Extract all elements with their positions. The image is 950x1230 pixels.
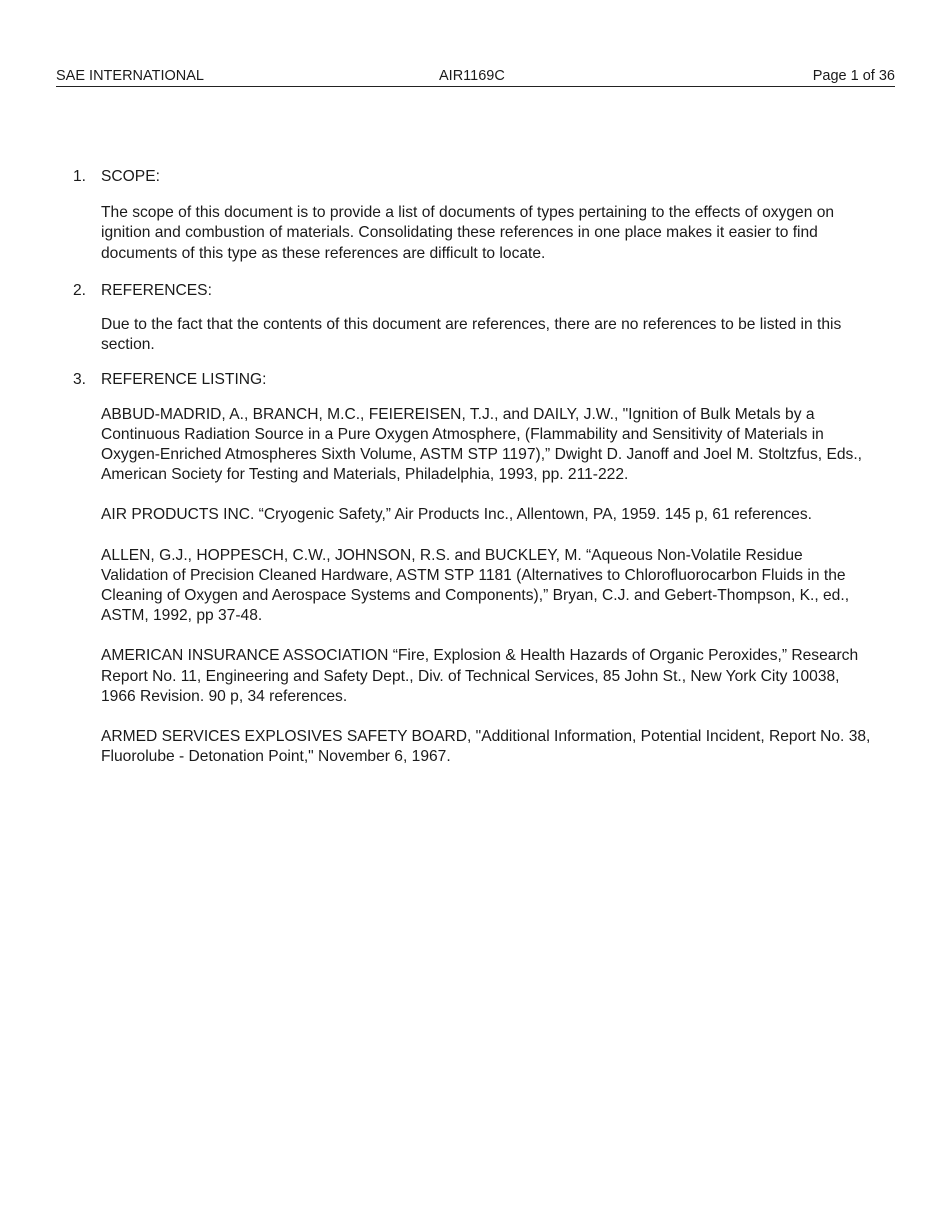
reference-entry: ABBUD-MADRID, A., BRANCH, M.C., FEIEREISEN, T.J., and DAILY, J.W., "Ignition of Bulk Metals by a Continuous Radiation Source in a Pure Oxygen Atmosphere, (Flammability and Sensitivity of Materials in Oxygen-Enriched Atmospheres Sixth Volume, ASTM STP 1197),” Dwight D. Janoff and Joel M. Stoltzfus, Eds., American Society for Testing and Materials, Philadelphia, 1993, pp. 211-222. (101, 405, 862, 484)
page-header (56, 66, 895, 87)
header-doc-id: AIR1169C (439, 68, 505, 84)
section-references (73, 281, 871, 356)
section-title: REFERENCES: (101, 281, 212, 299)
reference-entry: ALLEN, G.J., HOPPESCH, C.W., JOHNSON, R.S. and BUCKLEY, M. “Aqueous Non-Volatile Residue Validation of Precision Cleaned Hardware, ASTM STP 1181 (Alternatives to Chlorofluorocarbon Fluids in the Cleaning of Oxygen and Aerospace Systems and Components),” Bryan, C.J. and Gebert-Thompson, K., ed., ASTM, 1992, pp 37-48. (101, 546, 850, 625)
section-reference-listing (73, 370, 871, 767)
section-number: 3. (73, 371, 87, 389)
paragraph: Due to the fact that the contents of this document are references, there are no references to be listed in this section. (101, 316, 842, 354)
paragraph: The scope of this document is to provide a list of documents of types pertaining to the effects of oxygen on ignition and combustion of materials. Consolidating these references in one place makes it easier to find documents of this type as these references are difficult to locate. (101, 204, 835, 262)
section-number: 2. (73, 281, 87, 299)
reference-entry: AMERICAN INSURANCE ASSOCIATION “Fire, Explosion & Health Hazards of Organic Peroxides,” Research Report No. 11, Engineering and Safety Dept., Div. of Technical Services, 85 John St., New York City 10038, 1966 Revision. 90 p, 34 references. (101, 647, 859, 705)
section-scope (73, 167, 871, 264)
section-title: SCOPE: (101, 168, 160, 185)
reference-entry: AIR PRODUCTS INC. “Cryogenic Safety,” Air Products Inc., Allentown, PA, 1959. 145 p, 61 references. (101, 506, 812, 524)
header-org: SAE INTERNATIONAL (56, 68, 204, 84)
header-page-number: Page 1 of 36 (812, 68, 895, 84)
section-number: 1. (73, 168, 87, 185)
document-body (73, 167, 871, 767)
reference-entry: ARMED SERVICES EXPLOSIVES SAFETY BOARD, "Additional Information, Potential Incident, Report No. 38, Fluorolube - Detonation Point," November 6, 1967. (101, 728, 871, 766)
section-title: REFERENCE LISTING: (101, 371, 267, 389)
